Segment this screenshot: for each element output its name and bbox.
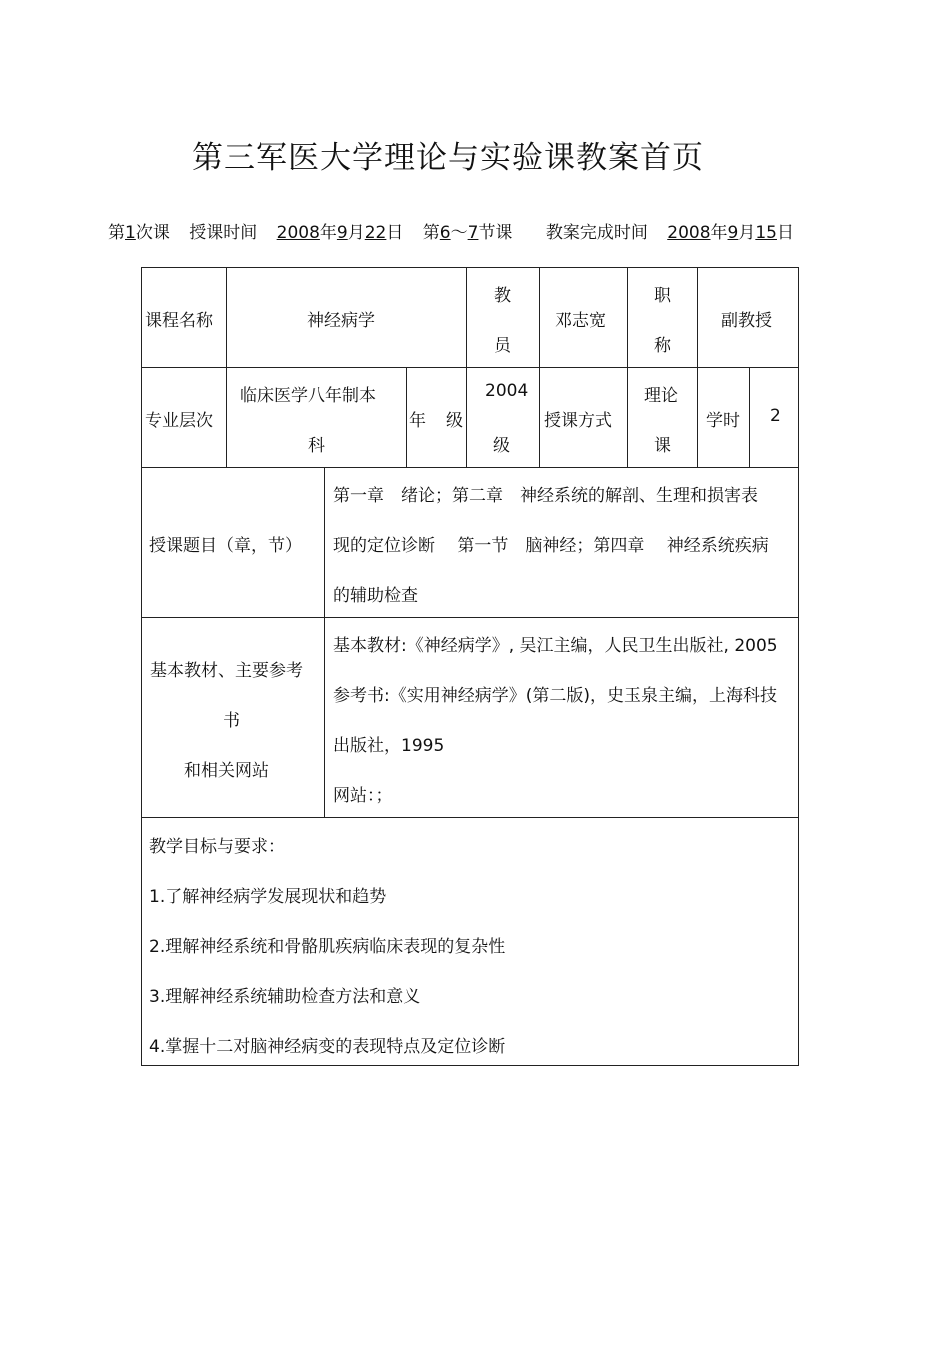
lesson-suffix: 次课	[135, 223, 170, 243]
lesson-meta-line	[108, 218, 848, 243]
books-label-line-1: 基本教材、主要参考	[150, 661, 303, 681]
period-end: 7	[467, 223, 479, 243]
topic-label: 授课题目（章，节）	[149, 536, 302, 556]
rank-label-cell	[627, 267, 698, 368]
teach-month-char: 月	[347, 223, 365, 243]
teach-year-char: 年	[319, 223, 337, 243]
method-line-1: 理论	[644, 386, 678, 406]
complete-month: 9	[727, 223, 739, 243]
page-title: 第三军医大学理论与实验课教案首页	[192, 140, 704, 176]
books-line-3: 出版社，1995	[333, 736, 445, 756]
grade-label-left: 年	[409, 411, 426, 431]
period-prefix: 第	[422, 223, 440, 243]
books-label-cell	[141, 617, 325, 818]
teacher-label-bottom: 员	[494, 336, 511, 356]
books-label-line-2: 书	[223, 711, 240, 731]
objectives-title: 教学目标与要求：	[149, 837, 285, 857]
major-cell	[226, 367, 407, 468]
teach-day-char: 日	[386, 223, 404, 243]
topic-line-2: 现的定位诊断 第一节 脑神经；第四章 神经系统疾病	[333, 536, 769, 556]
method-label: 授课方式	[544, 411, 612, 431]
books-line-2: 参考书:《实用神经病学》(第二版)，史玉泉主编，上海科技	[333, 686, 777, 706]
topic-cell	[324, 467, 799, 618]
course-name-label: 课程名称	[145, 311, 213, 331]
course-name-label-cell	[141, 267, 227, 368]
teach-day: 22	[364, 223, 387, 243]
hours-value: 2	[770, 406, 781, 426]
grade-label-right: 级	[446, 411, 463, 431]
grade-label-cell	[406, 367, 467, 468]
books-line-1: 基本教材:《神经病学》, 吴江主编，人民卫生出版社, 2005	[333, 636, 778, 656]
rank-label-top: 职	[654, 286, 671, 306]
rank-label-bottom: 称	[654, 336, 671, 356]
objective-item: 1.了解神经病学发展现状和趋势	[149, 887, 387, 907]
hours-label-cell	[697, 367, 750, 468]
complete-day: 15	[755, 223, 777, 243]
books-label-line-3: 和相关网站	[184, 761, 269, 781]
teacher-name: 邓志宽	[555, 311, 606, 331]
grade-line-2: 级	[493, 436, 510, 456]
complete-year-char: 年	[710, 223, 728, 243]
major-label: 专业层次	[145, 411, 213, 431]
topic-label-cell	[141, 467, 325, 618]
objective-item: 3.理解神经系统辅助检查方法和意义	[149, 987, 421, 1007]
course-name-cell	[226, 267, 467, 368]
teacher-label-top: 教	[494, 286, 511, 306]
complete-time-label: 教案完成时间	[545, 223, 648, 243]
complete-year: 2008	[667, 223, 711, 243]
complete-month-char: 月	[738, 223, 756, 243]
teach-month: 9	[336, 223, 348, 243]
method-line-2: 课	[654, 436, 671, 456]
topic-line-3: 的辅助检查	[333, 586, 418, 606]
major-line-2: 科	[308, 436, 325, 456]
grade-line-1: 2004	[485, 381, 529, 401]
rank-value: 副教授	[721, 311, 772, 331]
objective-item: 2.理解神经系统和骨骼肌疾病临床表现的复杂性	[149, 937, 506, 957]
books-line-4: 网站：；	[333, 786, 393, 806]
major-label-cell	[141, 367, 227, 468]
teach-year: 2008	[276, 223, 320, 243]
period-suffix: 节课	[478, 223, 513, 243]
method-label-cell	[539, 367, 628, 468]
period-start: 6	[439, 223, 451, 243]
topic-line-1: 第一章 绪论；第二章 神经系统的解剖、生理和损害表	[333, 486, 758, 506]
major-line-1: 临床医学八年制本	[240, 386, 376, 406]
period-separator: ～	[450, 223, 468, 243]
course-name: 神经病学	[307, 311, 375, 331]
rank-cell	[697, 267, 799, 368]
grade-cell	[466, 367, 540, 468]
method-cell	[627, 367, 698, 468]
hours-cell	[749, 367, 799, 468]
books-cell	[324, 617, 799, 818]
teacher-cell	[539, 267, 628, 368]
complete-day-char: 日	[776, 223, 794, 243]
objective-item: 4.掌握十二对脑神经病变的表现特点及定位诊断	[149, 1037, 506, 1057]
teach-time-label: 授课时间	[189, 223, 258, 243]
teacher-label-cell	[466, 267, 540, 368]
lesson-prefix: 第	[108, 223, 125, 243]
objectives-cell	[141, 817, 799, 1066]
hours-label: 学时	[706, 411, 740, 431]
lesson-number: 1	[125, 223, 136, 243]
